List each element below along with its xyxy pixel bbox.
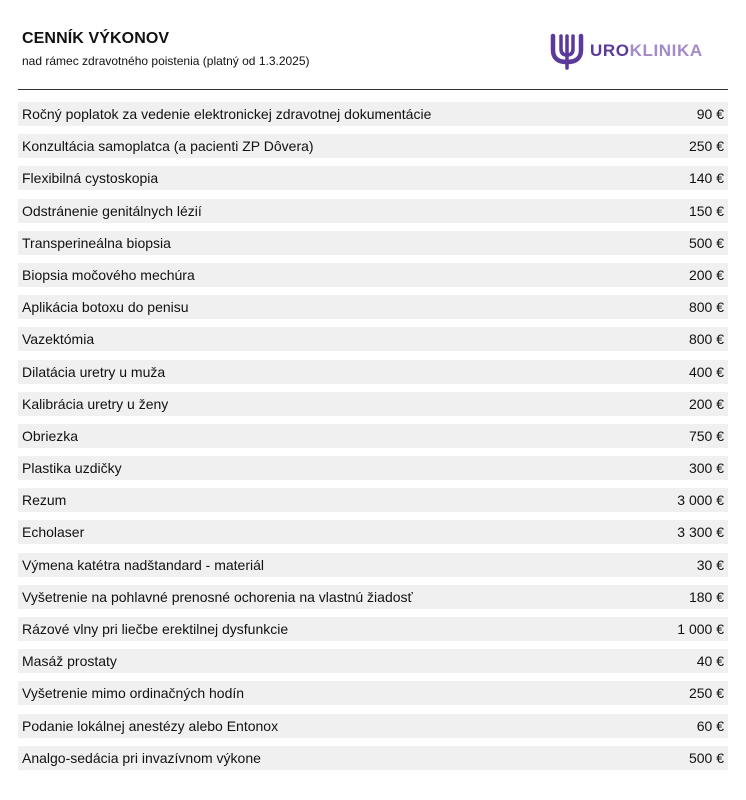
uroklinika-logo	[549, 32, 703, 70]
price-row	[18, 327, 728, 351]
price-row	[18, 649, 728, 673]
service-name: Vyšetrenie na pohlavné prenosné ochorenia na vlastnú žiadosť	[22, 588, 413, 605]
service-name: Výmena katétra nadštandard - materiál	[22, 556, 265, 573]
price-row	[18, 231, 728, 255]
price-row	[18, 488, 728, 512]
uroklinika-logo-icon	[549, 32, 585, 70]
service-price: 200 €	[688, 395, 724, 412]
service-price: 30 €	[696, 556, 724, 573]
service-name: Obriezka	[22, 427, 79, 444]
service-name: Odstránenie genitálnych lézií	[22, 202, 202, 219]
service-price: 500 €	[688, 234, 724, 251]
service-name: Plastika uzdičky	[22, 460, 122, 477]
service-price: 400 €	[688, 363, 724, 380]
service-price: 800 €	[688, 299, 724, 316]
service-name: Vyšetrenie mimo ordinačných hodín	[22, 685, 245, 702]
service-price: 3 000 €	[677, 492, 724, 509]
price-row	[18, 134, 728, 158]
service-price: 1 000 €	[677, 621, 724, 637]
service-name: Kalibrácia uretry u ženy	[22, 395, 169, 412]
service-name: Masáž prostaty	[22, 653, 117, 670]
document-header	[22, 30, 310, 68]
price-row	[18, 102, 728, 126]
service-price: 800 €	[688, 331, 724, 348]
price-row	[18, 295, 728, 319]
logo-text-klinika: KLINIKA	[629, 41, 703, 60]
price-row	[18, 617, 728, 641]
service-name: Konzultácia samoplatca (a pacienti ZP Dôvera)	[22, 138, 314, 155]
service-name: Rázové vlny pri liečbe erektilnej dysfunkcie	[22, 621, 289, 637]
service-price: 150 €	[688, 202, 724, 219]
price-row	[18, 263, 728, 287]
service-name: Rezum	[22, 492, 67, 509]
service-price: 40 €	[696, 653, 724, 670]
service-price: 500 €	[688, 749, 724, 766]
service-name: Analgo-sedácia pri invazívnom výkone	[22, 749, 261, 766]
service-name: Podanie lokálnej anestézy alebo Entonox	[22, 717, 279, 734]
service-name: Vazektómia	[22, 331, 95, 348]
service-name: Aplikácia botoxu do penisu	[22, 299, 189, 316]
service-price: 60 €	[696, 717, 724, 734]
price-row	[18, 714, 728, 738]
service-name: Transperineálna biopsia	[22, 234, 171, 251]
logo-wordmark	[590, 41, 703, 61]
service-price: 250 €	[688, 685, 724, 702]
price-row	[18, 360, 728, 384]
service-price: 250 €	[688, 138, 724, 155]
service-price: 140 €	[688, 170, 724, 187]
page-title: CENNÍK VÝKONOV	[22, 30, 170, 47]
service-name: Dilatácia uretry u muža	[22, 363, 166, 380]
price-row	[18, 520, 728, 544]
price-row	[18, 746, 728, 770]
service-price: 180 €	[688, 588, 724, 605]
service-price: 90 €	[696, 106, 724, 122]
price-row	[18, 456, 728, 480]
service-name: Biopsia močového mechúra	[22, 266, 195, 283]
price-row	[18, 553, 728, 577]
service-price: 200 €	[688, 266, 724, 283]
price-list	[18, 102, 728, 778]
service-price: 3 300 €	[677, 524, 724, 541]
service-name: Echolaser	[22, 524, 85, 541]
price-row	[18, 424, 728, 448]
service-name: Flexibilná cystoskopia	[22, 170, 159, 187]
price-row	[18, 681, 728, 705]
service-name: Ročný poplatok za vedenie elektronickej zdravotnej dokumentácie	[22, 106, 432, 122]
page-subtitle: nad rámec zdravotného poistenia (platný od 1.3.2025)	[22, 54, 310, 68]
service-price: 750 €	[688, 427, 724, 444]
logo-text-uro: URO	[590, 41, 630, 60]
header-divider	[18, 89, 728, 90]
service-price: 300 €	[688, 460, 724, 477]
price-row	[18, 392, 728, 416]
price-row	[18, 199, 728, 223]
price-row	[18, 166, 728, 190]
price-row	[18, 585, 728, 609]
